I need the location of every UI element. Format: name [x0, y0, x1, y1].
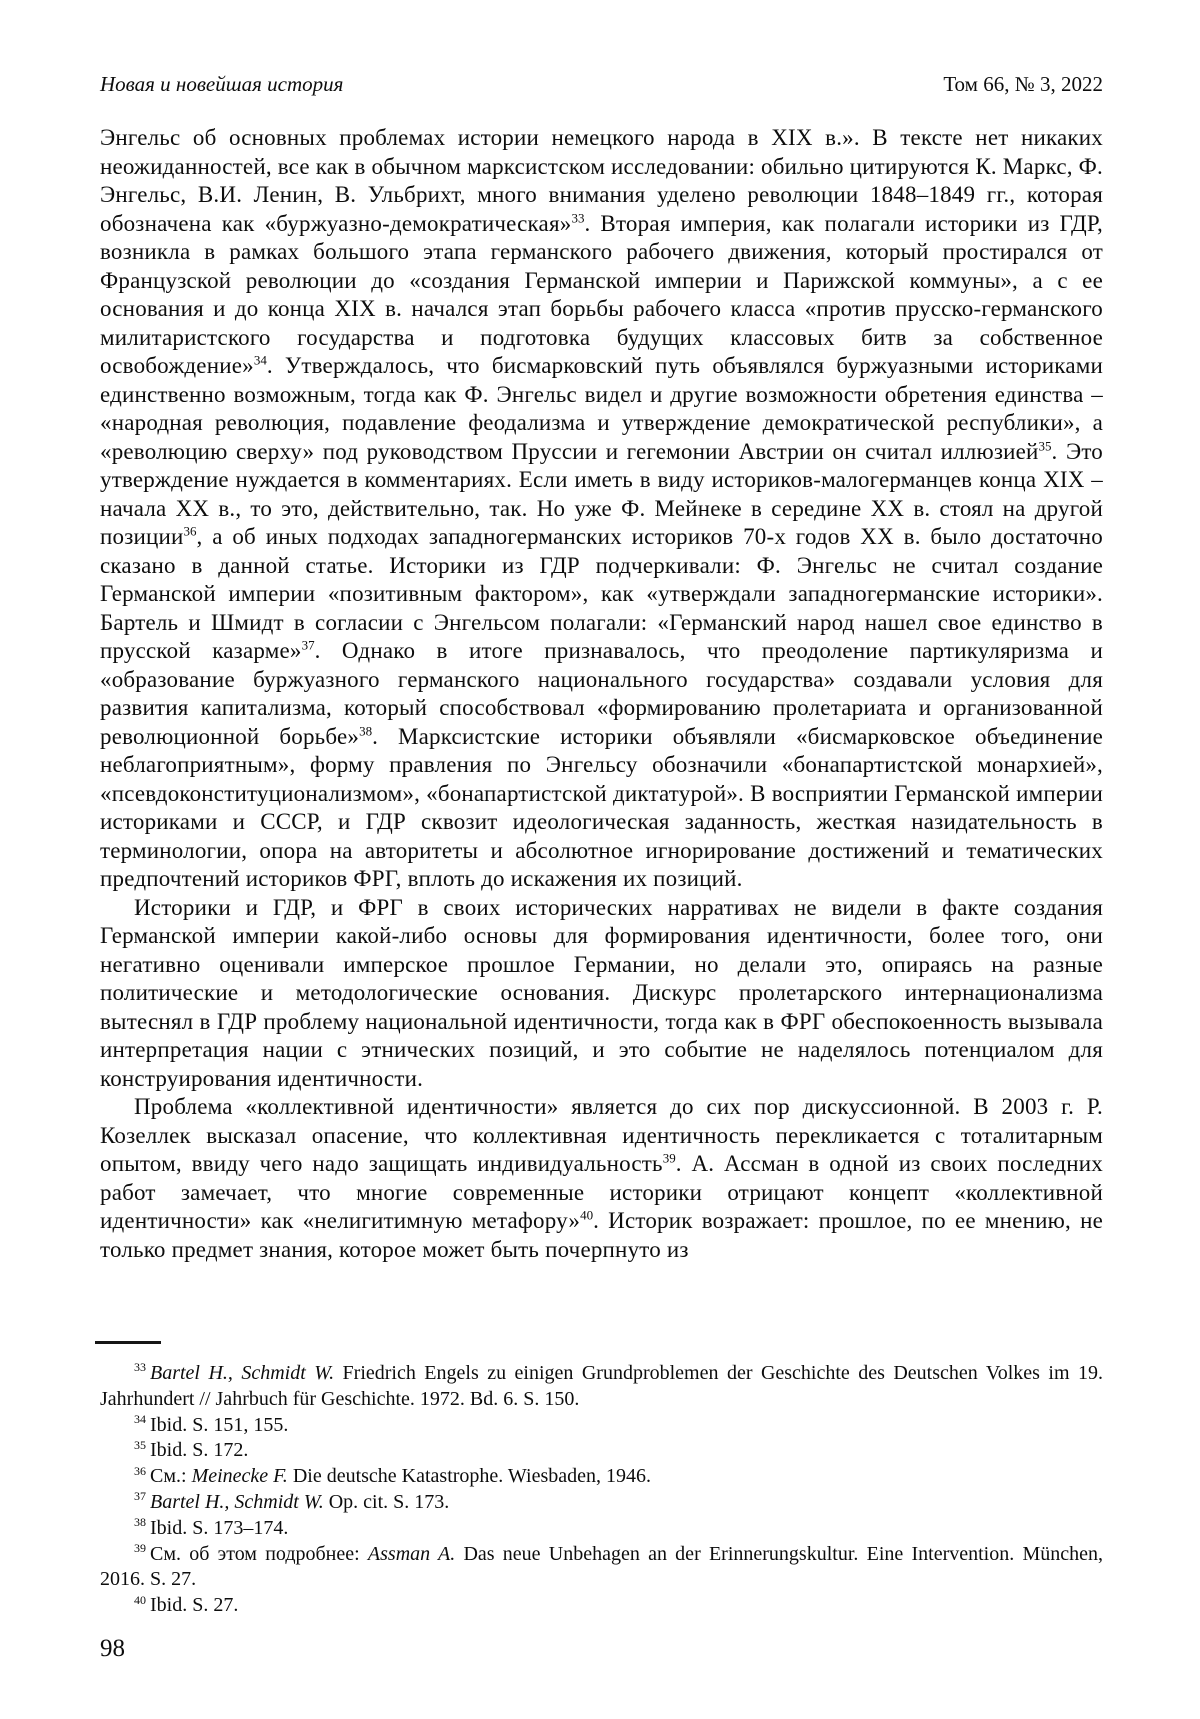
text-run: Bartel H., Schmidt W. — [150, 1490, 324, 1513]
footnote-separator-rule — [95, 1341, 161, 1344]
footnote-item — [100, 1413, 1103, 1439]
text-run: Assman A. — [367, 1542, 456, 1565]
text-run: . А. Ассман в одной из своих последних работ замечает, что многие современные историки отрицают концепт «коллективной идентичности» как «нелигитимную метафору» — [100, 1151, 1103, 1233]
footnotes-list — [100, 1361, 1103, 1619]
footnote-item — [100, 1464, 1103, 1490]
text-run: Ibid. S. 173–174. — [150, 1516, 289, 1539]
text-run: Die deutsche Katastrophe. Wiesbaden, 1946. — [287, 1465, 651, 1488]
text-run: Ibid. S. 151, 155. — [150, 1413, 289, 1436]
footnote-item — [100, 1542, 1103, 1594]
text-run: , а об иных подходах западногерманских историков 70-х годов XX в. было достаточно сказано в данной статье. Историки из ГДР подчеркивали: Ф. Энгельс не считал создание Германской империи «позитивным фактором», как «утверждали западногерманские историки». Бартель и Шмидт в согласии с Энгельсом полагали: «Германский народ нашел свое единство в прусской казарме» — [100, 524, 1103, 663]
text-run: Ibid. S. 172. — [150, 1439, 249, 1462]
footnote-item — [100, 1490, 1103, 1516]
footnote-area — [100, 1341, 1103, 1663]
footnote-reference: 37 — [301, 637, 315, 653]
footnote-number: 34 — [134, 1411, 146, 1426]
text-run: Das neue Unbehagen an der Erinnerungskultur. Eine Intervention. München, 2016. S. 27. — [100, 1542, 1103, 1591]
footnote-number: 40 — [134, 1592, 146, 1607]
footnote-reference: 35 — [1038, 437, 1052, 453]
text-run: Ibid. S. 27. — [150, 1594, 239, 1617]
footnote-reference: 40 — [580, 1207, 594, 1223]
footnote-number: 35 — [134, 1437, 146, 1452]
footnote-number: 38 — [134, 1515, 146, 1530]
text-run: . Однако в итоге признавалось, что преодоление партикуляризма и «образование буржуазного германского национального государства» создавали условия для развития капитализма, который способствовал «формированию пролетариата и организованной революционной борьбе» — [100, 638, 1103, 749]
footnote-reference: 33 — [571, 209, 585, 225]
footnote-reference: 36 — [183, 523, 197, 539]
volume-issue-info: Том 66, № 3, 2022 — [943, 72, 1103, 96]
journal-title: Новая и новейшая история — [100, 72, 344, 96]
footnote-number: 39 — [134, 1540, 146, 1555]
footnote-number: 33 — [134, 1360, 146, 1375]
text-run: Op. cit. S. 173. — [323, 1490, 450, 1513]
footnote-reference: 38 — [359, 722, 373, 738]
text-run: Энгельс об основных проблемах истории немецкого народа в XIX в.». В тексте нет никаких неожиданностей, все как в обычном марксистском исследовании: обильно цитируются К. Маркс, Ф. Энгельс, В.И. Ленин, В. Ульбрихт, много внимания уделено революции 1848–1849 гг., которая обозначена как «буржуазно-демократическая» — [100, 125, 1103, 236]
text-run: . Историк возражает: прошлое, по ее мнению, не только предмет знания, которое может быть почерпнуто из — [100, 1208, 1103, 1262]
footnote-item — [100, 1516, 1103, 1542]
body-paragraph — [100, 124, 1103, 894]
body-paragraph — [100, 894, 1103, 1094]
body-paragraph — [100, 1093, 1103, 1264]
footnote-number: 36 — [134, 1463, 146, 1478]
running-head — [100, 72, 1103, 96]
text-run: . Вторая империя, как полагали историки из ГДР, возникла в рамках большого этапа германского рабочего движения, который простирался от Французской революции до «создания Германской империи и Парижской коммуны», а с ее основания и до конца XIX в. начался этап борьбы рабочего класса «против прусско-германского милитаристского государства и подготовка будущих классовых битв за собственное освобождение» — [100, 210, 1103, 378]
text-run: . Утверждалось, что бисмарковский путь объявлялся буржуазными историками единственно возможным, тогда как Ф. Энгельс видел и другие возможности обретения единства – «народная революция, подавление феодализма и утверждение демократической республики», а «революцию сверху» под руководством Пруссии и гегемонии Австрии он считал иллюзией — [100, 353, 1103, 464]
footnote-reference: 34 — [253, 352, 267, 368]
text-run: См. об этом подробнее: — [150, 1542, 368, 1565]
footnote-item — [100, 1361, 1103, 1413]
text-run: Проблема «коллективной идентичности» является до сих пор дискуссионной. В 2003 г. Р. Козеллек высказал опасение, что коллективная идентичность перекликается с тоталитарным опытом, ввиду чего надо защищать индивидуальность — [100, 1094, 1103, 1176]
text-run: . Это утверждение нуждается в комментариях. Если иметь в виду историков-малогерманцев конца XIX – начала XX в., то это, действительно, так. Но уже Ф. Мейнеке в середине XX в. стоял на другой позиции — [100, 438, 1103, 549]
article-body — [100, 124, 1103, 1339]
text-run: Meinecke F. — [191, 1465, 288, 1488]
text-run: . Марксистские историки объявляли «бисмарковское объединение неблагоприятным», форму правления по Энгельсу обозначили «бонапартистской монархией», «псевдоконституционализмом», «бонапартистской диктатурой». В восприятии Германской империи историками и СССР, и ГДР сквозит идеологическая заданность, жесткая назидательность в терминологии, опора на авторитеты и абсолютное игнорирование достижений и тематических предпочтений историков ФРГ, вплоть до искажения их позиций. — [100, 723, 1103, 891]
text-run: Friedrich Engels zu einigen Grundproblemen der Geschichte des Deutschen Volkes im 19. Jahrhundert // Jahrbuch für Geschichte. 1972. Bd. 6. S. 150. — [100, 1362, 1103, 1410]
footnote-reference: 39 — [662, 1150, 676, 1166]
footnote-number: 37 — [134, 1489, 146, 1504]
text-run: См.: — [150, 1465, 192, 1488]
footnote-item — [100, 1438, 1103, 1464]
text-run: Bartel H., Schmidt W. — [150, 1362, 335, 1384]
page-number: 98 — [100, 1634, 125, 1662]
text-run: Историки и ГДР, и ФРГ в своих исторических нарративах не видели в факте создания Германской империи какой-либо основы для формирования идентичности, более того, они негативно оценивали имперское прошлое Германии, но делали это, опираясь на разные политические и методологические основания. Дискурс пролетарского интернационализма вытеснял в ГДР проблему национальной идентичности, тогда как в ФРГ обеспокоенность вызывала интерпретация нации с этнических позиций, и это событие не наделялось потенциалом для конструирования идентичности. — [100, 894, 1103, 1091]
footnote-item — [100, 1593, 1103, 1619]
